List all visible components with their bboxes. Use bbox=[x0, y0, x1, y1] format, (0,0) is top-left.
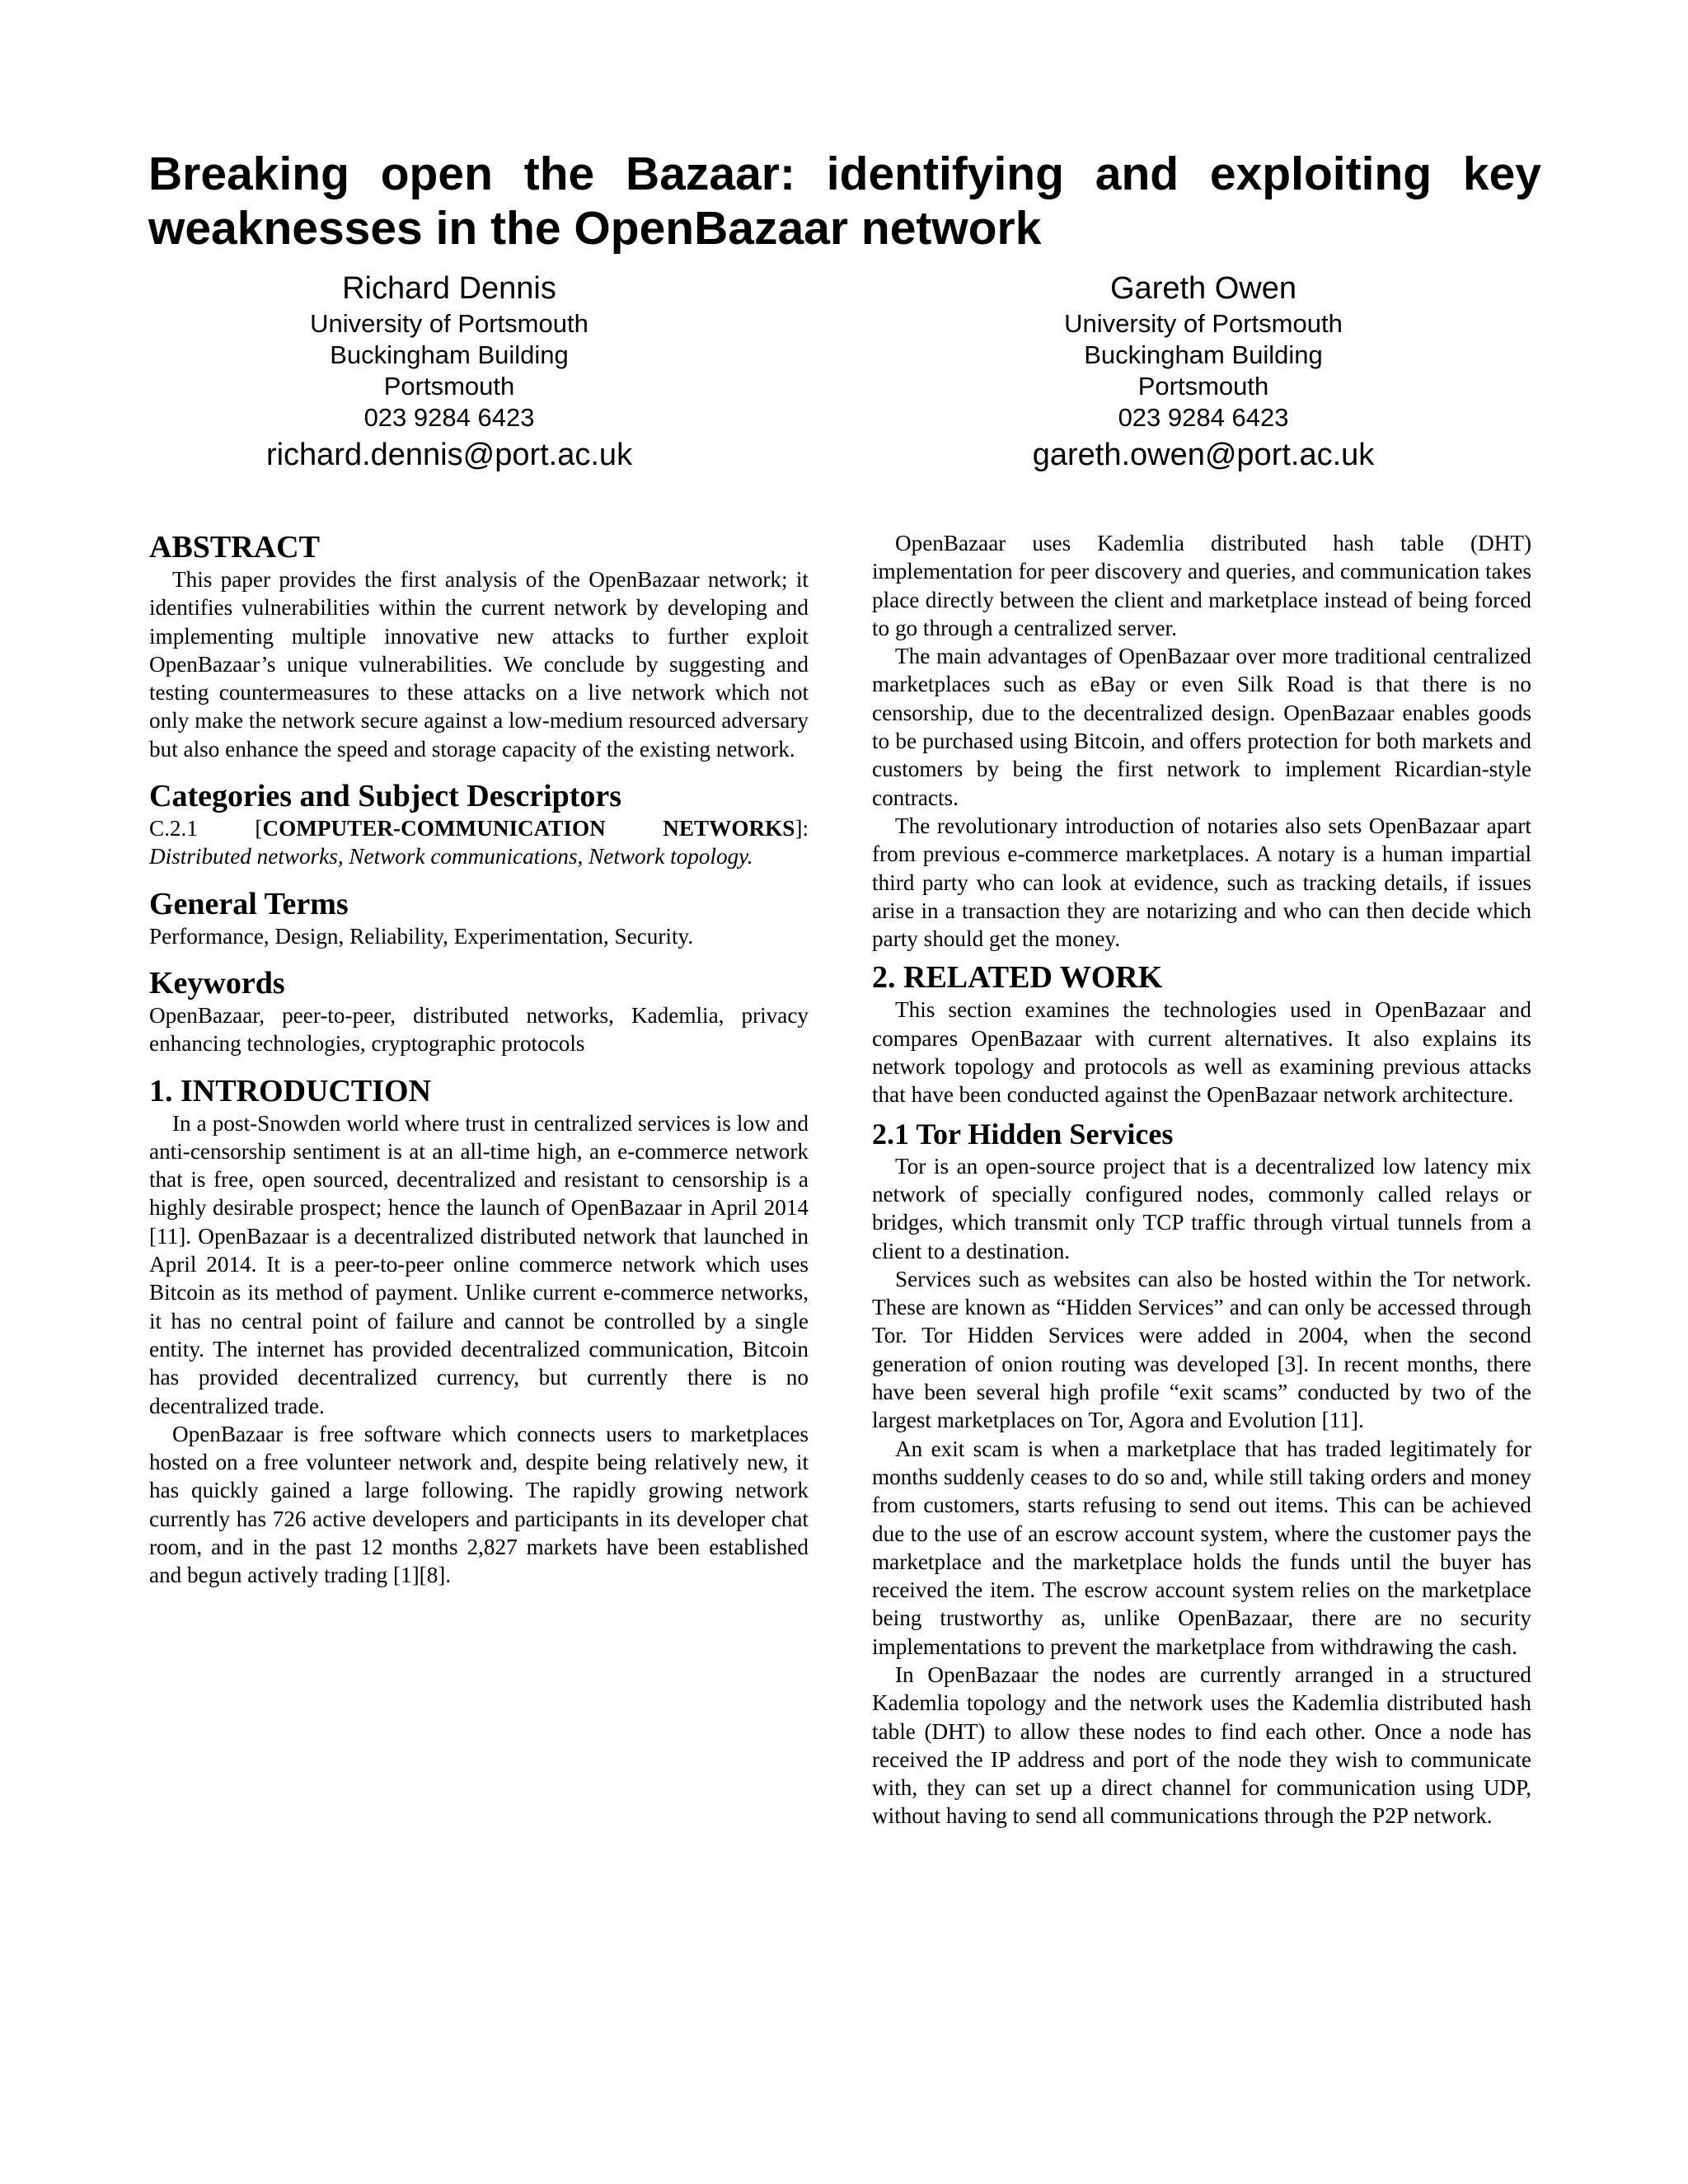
author-affiliation: University of Portsmouth bbox=[1064, 309, 1343, 338]
introduction-paragraph: OpenBazaar is free software which connects users to marketplaces hosted on a free volunteer network and, despite being relatively new, it has quickly gained a large following. The rapidly growing network currently has 726 active developers and participants in its developer chat room, and in the past 12 months 2,827 markets have been established and begun actively trading [1][8]. bbox=[149, 1421, 809, 1588]
intro-continued-paragraph: The revolutionary introduction of notaries also sets OpenBazaar apart from previous e-commerce marketplaces. A notary is a human impartial third party who can look at evidence, such as tracking details, if issues arise in a transaction they are notarizing and who can then decide which party should get the money. bbox=[872, 813, 1531, 952]
tor-heading: 2.1 Tor Hidden Services bbox=[872, 1117, 1174, 1151]
author-block-1 bbox=[136, 269, 762, 476]
author-block-2 bbox=[890, 269, 1517, 476]
keywords-text: OpenBazaar, peer-to-peer, distributed networks, Kademlia, privacy enhancing technologies, cryptographic protocols bbox=[149, 1002, 809, 1057]
tor-paragraph: Services such as websites can also be hosted within the Tor network. These are known as “Hidden Services” and can only be accessed through Tor. Tor Hidden Services were added in 2004, when the second generation of onion routing was developed [3]. In recent months, there have been several high profile “exit scams” conducted by two of the largest marketplaces on Tor, Agora and Evolution [11]. bbox=[872, 1266, 1531, 1433]
author-phone: 023 9284 6423 bbox=[363, 403, 535, 432]
intro-continued-paragraph: The main advantages of OpenBazaar over more traditional centralized marketplaces such as eBay or even Silk Road is that there is no censorship, due to the decentralized design. OpenBazaar enables goods to be purchased using Bitcoin, and offers protection for both markets and customers by being the first network to implement Ricardian-style contracts. bbox=[872, 644, 1531, 810]
introduction-heading: 1. INTRODUCTION bbox=[149, 1073, 432, 1108]
intro-continued-paragraph: OpenBazaar uses Kademlia distributed hash table (DHT) implementation for peer discovery and queries, and communication takes place directly between the client and marketplace instead of being forced to go through a centralized server. bbox=[872, 531, 1531, 640]
author-name: Gareth Owen bbox=[1110, 271, 1296, 306]
author-city: Portsmouth bbox=[1137, 372, 1269, 401]
category-topics: Distributed networks, Network communications, Network topology. bbox=[149, 844, 753, 869]
category-code: C.2.1 bbox=[149, 816, 198, 841]
author-name: Richard Dennis bbox=[342, 271, 556, 306]
categories-text bbox=[149, 814, 809, 871]
author-city: Portsmouth bbox=[383, 372, 515, 401]
left-column bbox=[149, 529, 809, 1590]
tor-paragraph: In OpenBazaar the nodes are currently arranged in a structured Kademlia topology and the network uses the Kademlia distributed hash table (DHT) to allow these nodes to find each other. Once a node has received the IP address and port of the node they wish to communicate with, they can set up a direct channel for communication using UDP, without having to send all communications through the P2P network. bbox=[872, 1661, 1531, 1829]
author-building: Buckingham Building bbox=[1084, 340, 1323, 369]
related-work-text: This section examines the technologies used in OpenBazaar and compares OpenBazaar with current alternatives. It also explains its network topology and protocols as well as examining previous attacks that have been conducted against the OpenBazaar network architecture. bbox=[872, 997, 1531, 1108]
category-bracket-open: [ bbox=[255, 816, 263, 841]
category-bracket-close: ]: bbox=[795, 816, 809, 841]
right-column bbox=[872, 529, 1531, 1830]
author-phone: 023 9284 6423 bbox=[1118, 403, 1289, 432]
abstract-heading: ABSTRACT bbox=[149, 530, 320, 565]
paper-title: Breaking open the Bazaar: identifying and exploiting key weaknesses in the OpenBazaar network bbox=[148, 148, 1541, 255]
author-email: gareth.owen@port.ac.uk bbox=[1032, 438, 1375, 472]
categories-heading: Categories and Subject Descriptors bbox=[149, 779, 622, 814]
tor-paragraph: Tor is an open-source project that is a decentralized low latency mix network of specially configured nodes, commonly called relays or bridges, which transmit only TCP traffic through virtual tunnels from a client to a destination. bbox=[872, 1153, 1531, 1263]
general-terms-text: Performance, Design, Reliability, Experimentation, Security. bbox=[149, 923, 694, 949]
category-name: COMPUTER-COMMUNICATION NETWORKS bbox=[262, 816, 795, 841]
introduction-paragraph: In a post-Snowden world where trust in centralized services is low and anti-censorship sentiment is at an all-time high, an e-commerce network that is free, open sourced, decentralized and resistant to censorship is a highly desirable prospect; hence the launch of OpenBazaar in April 2014 [11]. OpenBazaar is a decentralized distributed network that launched in April 2014. It is a peer-to-peer online commerce network which uses Bitcoin as its method of payment. Unlike current e-commerce networks, it has no central point of failure and cannot be controlled by a single entity. The internet has provided decentralized communication, Bitcoin has provided decentralized currency, but currently there is no decentralized trade. bbox=[149, 1110, 809, 1418]
author-email: richard.dennis@port.ac.uk bbox=[265, 438, 633, 472]
general-terms-heading: General Terms bbox=[149, 886, 349, 921]
author-building: Buckingham Building bbox=[330, 340, 569, 369]
tor-paragraph: An exit scam is when a marketplace that has traded legitimately for months suddenly ceases to do so and, while still taking orders and money from customers, starts refusing to send out items. This can be achieved due to the use of an escrow account system, where the customer pays the marketplace and the marketplace holds the funds until the buyer has received the item. The escrow account system relies on the marketplace being trustworthy as, unlike OpenBazaar, there are no security implementations to prevent the marketplace from withdrawing the cash. bbox=[872, 1436, 1531, 1659]
author-affiliation: University of Portsmouth bbox=[310, 309, 588, 338]
abstract-text: This paper provides the first analysis of the OpenBazaar network; it identifies vulnerabilities within the current network by developing and implementing multiple innovative new attacks to further exploit OpenBazaar’s unique vulnerabilities. We conclude by suggesting and testing countermeasures to these attacks on a live network which not only make the network secure against a low-medium resourced adversary but also enhance the speed and storage capacity of the existing network. bbox=[149, 567, 809, 762]
related-work-heading: 2. RELATED WORK bbox=[872, 960, 1163, 996]
keywords-heading: Keywords bbox=[149, 965, 285, 1001]
